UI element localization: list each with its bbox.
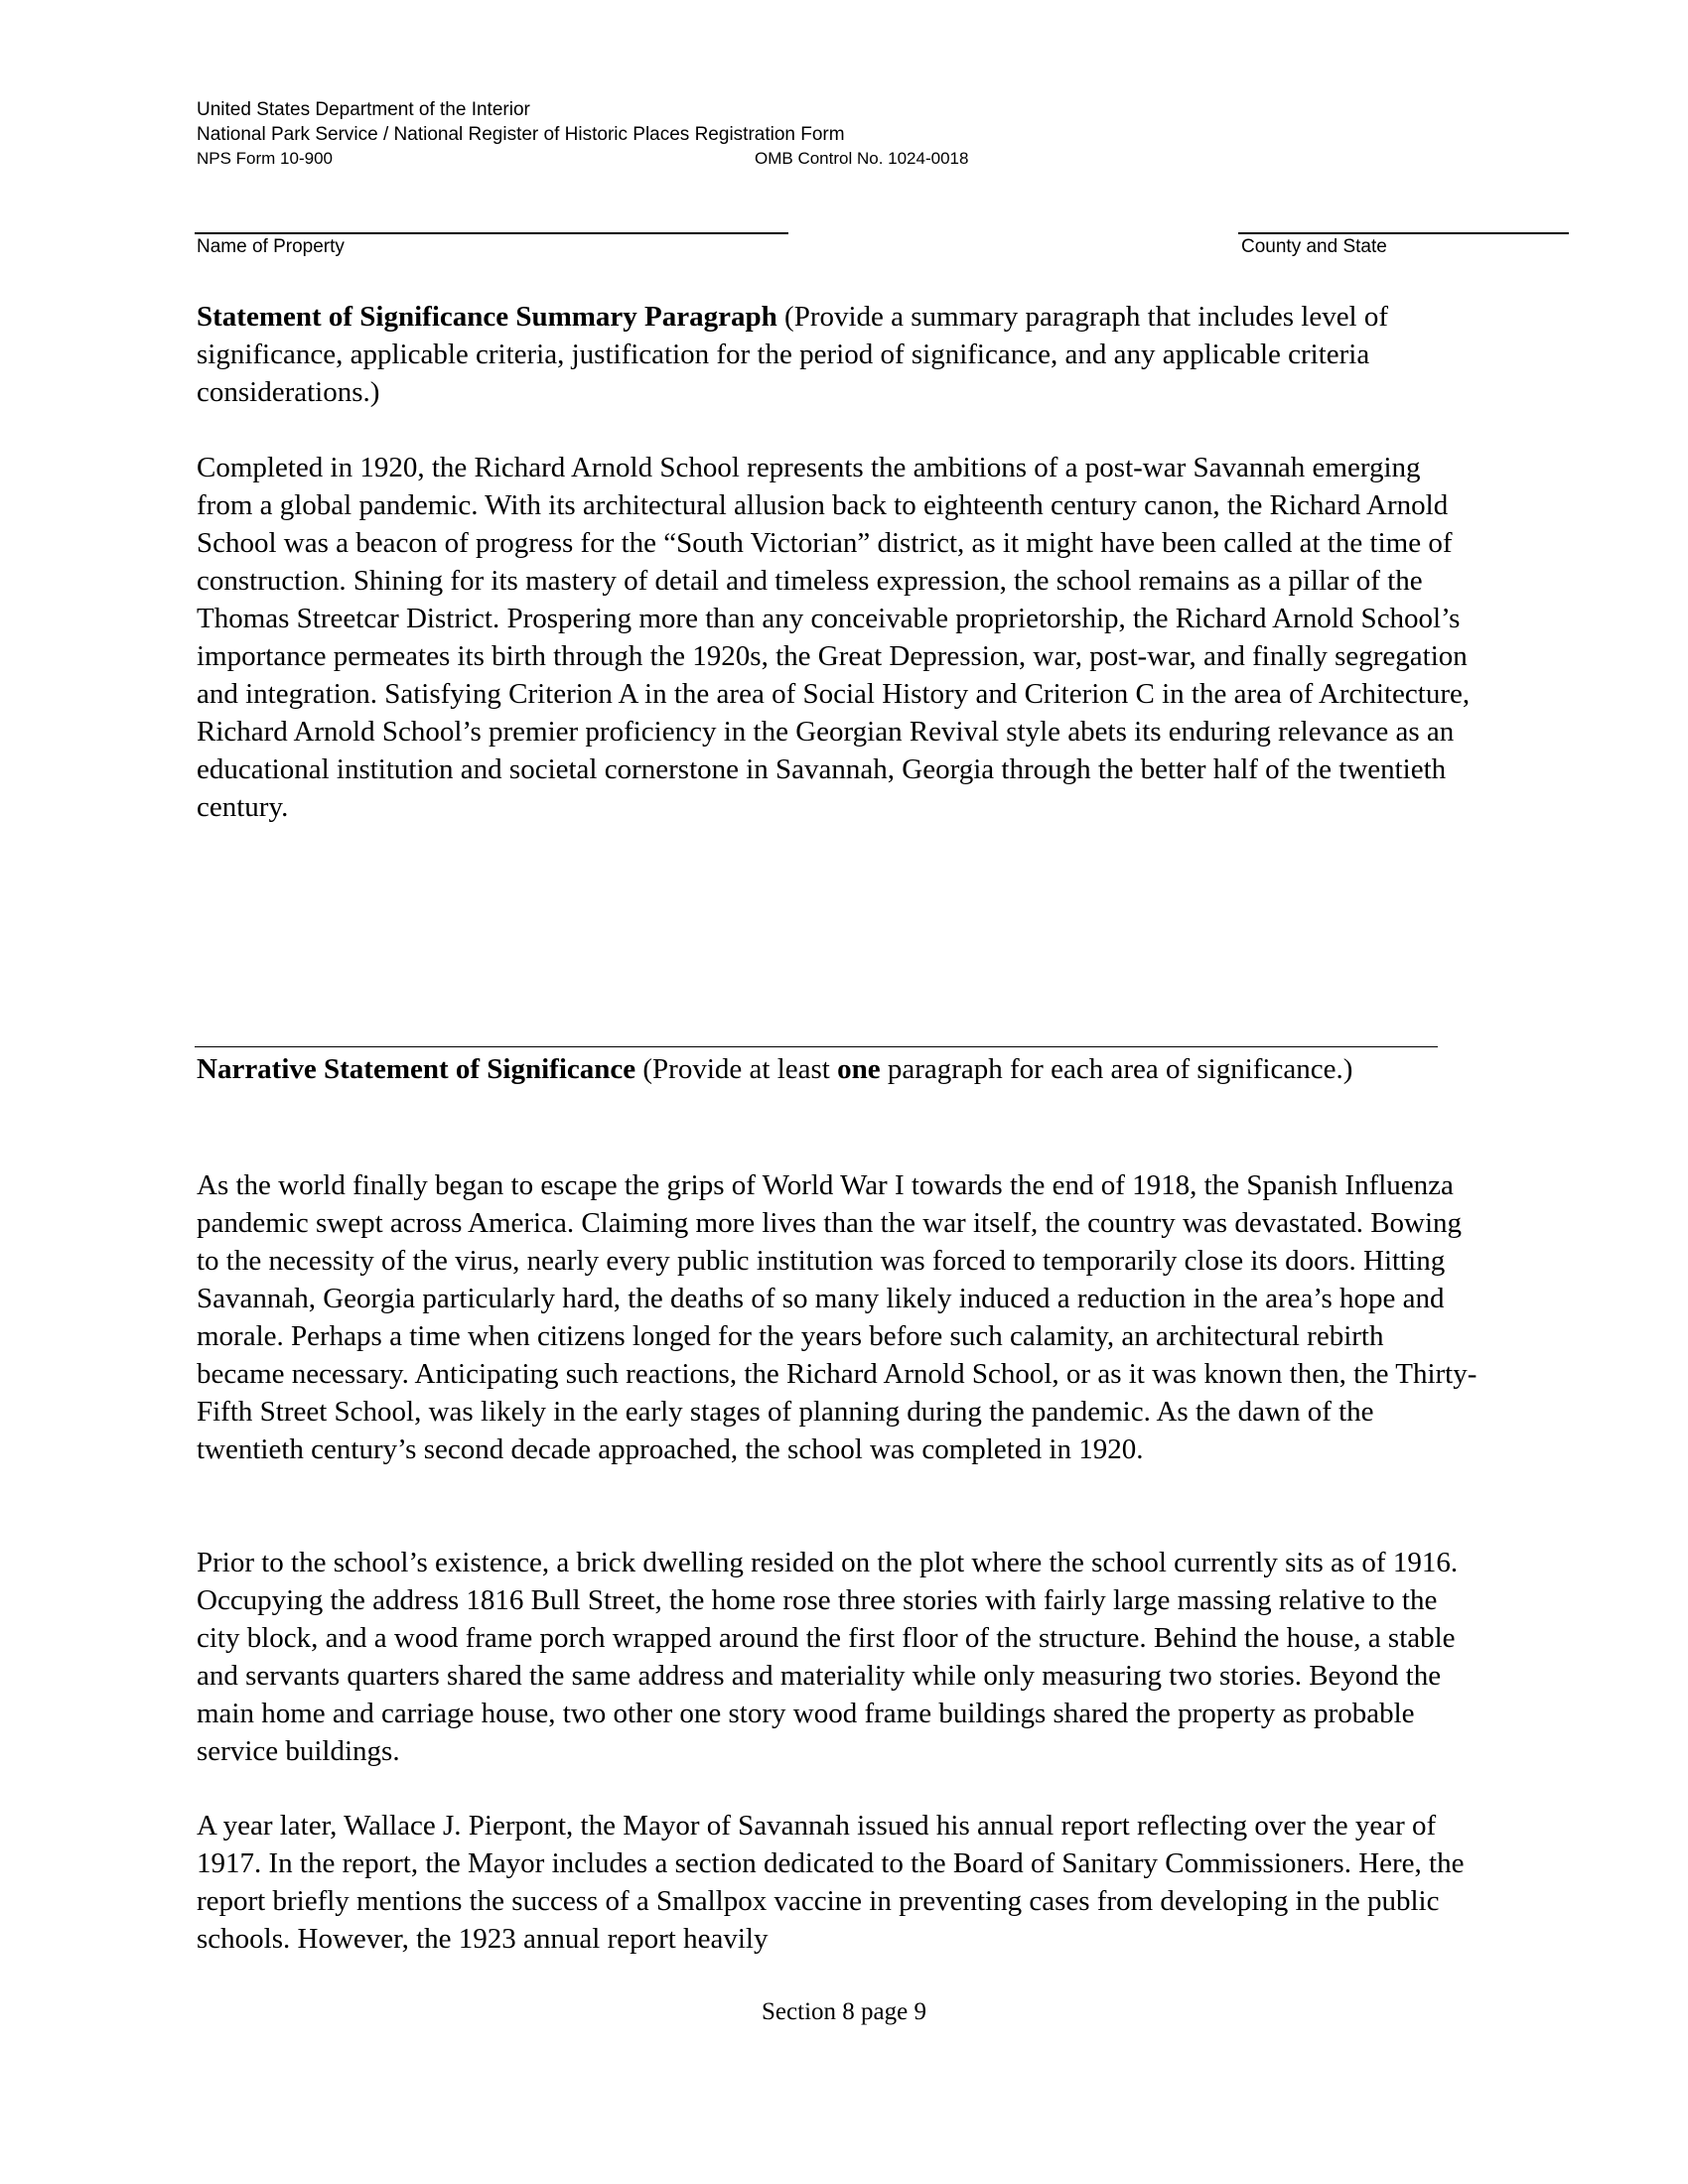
narrative-heading: Narrative Statement of Significance	[197, 1053, 636, 1085]
header-department: United States Department of the Interior	[197, 99, 530, 120]
narrative-instruction-before: (Provide at least	[635, 1053, 838, 1085]
summary-heading-block	[197, 298, 1477, 411]
narrative-instruction-after: paragraph for each area of significance.)	[880, 1053, 1353, 1085]
narrative-paragraph: Prior to the school’s existence, a brick dwelling resided on the plot where the school currently sits as of 1916. Occupying the address 1816 Bull Street, the home rose three stories with fairly large massing relative to the city block, and a wood frame porch wrapped around the first floor of the structure. Behind the house, a stable and servants quarters shared the same address and materiality while only measuring two stories. Beyond the main home and carriage house, two other one story wood frame buildings shared the property as probable service buildings.	[197, 1547, 1459, 1767]
section-divider	[195, 1046, 1438, 1047]
narrative-heading-block	[197, 1050, 1477, 1088]
county-state-line	[1238, 232, 1569, 234]
narrative-paragraph: As the world finally began to escape the grips of World War I towards the end of 1918, the Spanish Influenza pandemic swept across America. Claiming more lives than the war itself, the country was devastated. Bowing to the necessity of the virus, nearly every public institution was forced to temporarily close its doors. Hitting Savannah, Georgia particularly hard, the deaths of so many likely induced a reduction in the area’s hope and morale. Perhaps a time when citizens longed for the years before such calamity, an architectural rebirth became necessary. Anticipating such reactions, the Richard Arnold School, or as it was known then, the Thirty-Fifth Street School, was likely in the early stages of planning during the pandemic. As the dawn of the twentieth century’s second decade approached, the school was completed in 1920.	[197, 1169, 1477, 1465]
name-of-property-line	[195, 232, 788, 234]
narrative-paragraph-block	[197, 1807, 1477, 1958]
narrative-paragraph-block	[197, 1166, 1477, 1468]
header-form-number: NPS Form 10-900	[197, 149, 333, 168]
summary-paragraph-block	[197, 449, 1477, 826]
county-state-label: County and State	[1241, 236, 1387, 257]
summary-paragraph: Completed in 1920, the Richard Arnold School represents the ambitions of a post-war Savannah emerging from a global pandemic. With its architectural allusion back to eighteenth century canon, the Richard Arnold School was a beacon of progress for the “South Victorian” district, as it might have been called at the time of construction. Shining for its mastery of detail and timeless expression, the school remains as a pillar of the Thomas Streetcar District. Prospering more than any conceivable proprietorship, the Richard Arnold School’s importance permeates its birth through the 1920s, the Great Depression, war, post-war, and finally segregation and integration. Satisfying Criterion A in the area of Social History and Criterion C in the area of Architecture, Richard Arnold School’s premier proficiency in the Georgian Revival style abets its enduring relevance as an educational institution and societal cornerstone in Savannah, Georgia through the better half of the twentieth century.	[197, 452, 1471, 823]
summary-instruction: (Provide a summary paragraph that includes level of significance, applicable criteria, justification for the period of significance, and any applicable criteria considerations.)	[197, 301, 1389, 408]
header-omb-control: OMB Control No. 1024-0018	[755, 149, 969, 168]
summary-heading: Statement of Significance Summary Paragraph	[197, 301, 777, 333]
page-footer: Section 8 page 9	[762, 1998, 926, 2025]
narrative-paragraph: A year later, Wallace J. Pierpont, the Mayor of Savannah issued his annual report reflecting over the year of 1917. In the report, the Mayor includes a section dedicated to the Board of Sanitary Commissioners. Here, the report briefly mentions the success of a Smallpox vaccine in preventing cases from developing in the public schools. However, the 1923 annual report heavily	[197, 1810, 1465, 1955]
header-form-title: National Park Service / National Register of Historic Places Registration Form	[197, 124, 845, 145]
narrative-paragraph-block	[197, 1544, 1477, 1770]
name-of-property-label: Name of Property	[197, 236, 345, 257]
narrative-instruction-emphasis: one	[837, 1053, 881, 1085]
